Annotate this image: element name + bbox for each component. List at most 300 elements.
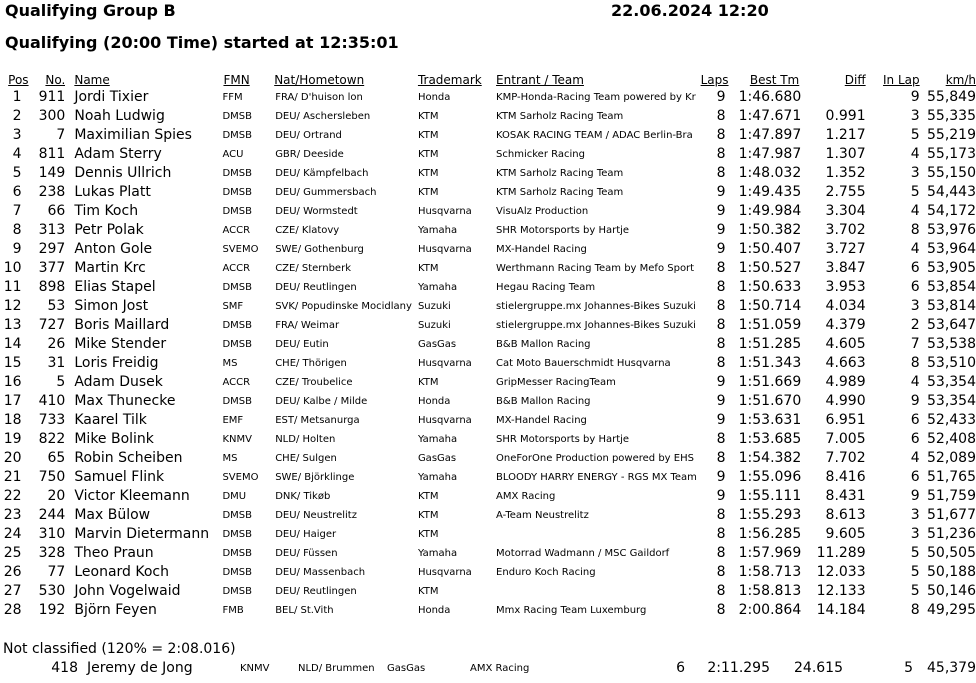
result-name: Theo Praun [74, 545, 154, 561]
result-laps: 8 [716, 583, 726, 599]
not-classified-table [0, 659, 976, 678]
result-diff: 9.605 [825, 526, 866, 542]
result-in-lap: 6 [910, 469, 920, 485]
result-in-lap: 2 [910, 317, 920, 333]
result-team [487, 525, 697, 544]
result-name: Max Bülow [74, 507, 151, 523]
col-team: Entrant / Team [496, 73, 584, 87]
table-row [0, 107, 976, 126]
result-name: John Vogelwaid [74, 583, 181, 599]
result-laps: 9 [716, 184, 726, 200]
result-best-time: 1:58.713 [738, 564, 802, 580]
result-diff: 4.605 [825, 336, 866, 352]
result-fmn: DMSB [222, 396, 252, 407]
result-diff: 8.416 [825, 469, 866, 485]
results-table [0, 67, 976, 620]
table-row [0, 506, 976, 525]
result-pos: 24 [3, 526, 22, 542]
result-in-lap: 5 [904, 660, 913, 676]
result-kmh: 49,295 [927, 602, 976, 618]
result-diff: 12.033 [816, 564, 866, 580]
result-trademark: KTM [417, 187, 439, 198]
result-fmn: EMF [222, 415, 244, 426]
result-name: Leonard Koch [74, 564, 169, 580]
result-number: 77 [47, 564, 66, 580]
result-name: Tim Koch [74, 203, 139, 219]
result-in-lap: 9 [910, 89, 920, 105]
result-diff: 4.379 [825, 317, 866, 333]
result-best-time: 1:51.343 [738, 355, 802, 371]
result-pos: 23 [3, 507, 22, 523]
result-trademark: KTM [417, 529, 439, 540]
result-diff: 3.727 [825, 241, 866, 257]
result-pos: 27 [3, 583, 22, 599]
result-pos: 26 [3, 564, 22, 580]
result-nat: DEU/ Reutlingen [275, 586, 357, 597]
result-number: 410 [38, 393, 66, 409]
result-number: 911 [38, 89, 66, 105]
result-nat: DEU/ Wormstedt [275, 206, 358, 217]
result-number: 192 [38, 602, 66, 618]
col-kmh: km/h [945, 73, 976, 87]
result-kmh: 50,188 [927, 564, 976, 580]
result-laps: 8 [716, 526, 726, 542]
result-name: Lukas Platt [74, 184, 151, 200]
result-kmh: 55,150 [927, 165, 976, 181]
session-subtitle: Qualifying (20:00 Time) started at 12:35:01 [5, 33, 399, 52]
result-trademark: KTM [417, 377, 439, 388]
result-diff: 8.431 [825, 488, 866, 504]
result-diff: 1.217 [825, 127, 866, 143]
result-best-time: 1:55.096 [738, 469, 802, 485]
result-trademark: Yamaha [417, 225, 458, 236]
result-team: Motorrad Wadmann / MSC Gaildorf [496, 548, 670, 559]
result-trademark: GasGas [387, 663, 426, 674]
table-row [0, 278, 976, 297]
result-fmn: DMSB [222, 529, 252, 540]
result-trademark: KTM [417, 111, 439, 122]
col-nat: Nat/Hometown [274, 73, 365, 87]
result-fmn: DMSB [222, 206, 252, 217]
result-best-time: 1:57.969 [738, 545, 802, 561]
table-row [0, 544, 976, 563]
result-in-lap: 3 [910, 165, 920, 181]
result-in-lap: 9 [910, 393, 920, 409]
result-laps: 9 [716, 488, 726, 504]
result-team: A-Team Neustrelitz [496, 510, 589, 521]
result-fmn: DMSB [222, 510, 252, 521]
result-laps: 8 [716, 108, 726, 124]
col-trademark: Trademark [417, 73, 482, 87]
not-classified-body [0, 659, 976, 678]
result-diff: 7.702 [825, 450, 866, 466]
result-diff: 6.951 [825, 412, 866, 428]
result-in-lap: 6 [910, 260, 920, 276]
result-laps: 8 [716, 260, 726, 276]
result-trademark: KTM [417, 510, 439, 521]
result-name: Adam Dusek [74, 374, 163, 390]
result-fmn: DMSB [222, 282, 252, 293]
result-number: 244 [38, 507, 66, 523]
result-in-lap: 5 [910, 127, 920, 143]
result-name: Noah Ludwig [74, 108, 165, 124]
result-laps: 8 [716, 298, 726, 314]
result-best-time: 1:51.059 [738, 317, 802, 333]
result-fmn: ACCR [222, 225, 251, 236]
result-nat: DEU/ Ortrand [275, 130, 342, 141]
result-trademark: KTM [417, 491, 439, 502]
result-fmn: KNMV [240, 663, 270, 674]
result-pos: 1 [12, 89, 22, 105]
result-pos: 18 [3, 412, 22, 428]
result-kmh: 53,354 [927, 374, 976, 390]
result-nat: BEL/ St.Vith [275, 605, 334, 616]
result-diff: 3.847 [825, 260, 866, 276]
result-best-time: 1:51.669 [738, 374, 802, 390]
result-nat: CZE/ Troubelice [275, 377, 353, 388]
result-in-lap: 4 [910, 374, 920, 390]
result-kmh: 55,849 [927, 89, 976, 105]
result-team: KOSAK RACING TEAM / ADAC Berlin-Bra [496, 130, 693, 141]
result-laps: 9 [716, 203, 726, 219]
result-best-time: 1:58.813 [738, 583, 802, 599]
col-diff: Diff [844, 73, 866, 87]
result-name: Martin Krc [74, 260, 146, 276]
result-kmh: 53,905 [927, 260, 976, 276]
result-fmn: ACCR [222, 263, 251, 274]
result-nat: DEU/ Kämpfelbach [275, 168, 369, 179]
col-fmn: FMN [223, 73, 250, 87]
result-laps: 8 [716, 127, 726, 143]
result-in-lap: 6 [910, 279, 920, 295]
result-team: Werthmann Racing Team by Mefo Sport [496, 263, 695, 274]
result-laps: 8 [716, 431, 726, 447]
result-trademark: Yamaha [417, 282, 458, 293]
result-team: OneForOne Production powered by EHS [496, 453, 694, 464]
col-best: Best Tm [749, 73, 800, 87]
result-fmn: FFM [222, 92, 243, 103]
result-fmn: ACU [222, 149, 244, 160]
result-in-lap: 8 [910, 355, 920, 371]
result-laps: 9 [716, 241, 726, 257]
result-name: Loris Freidig [74, 355, 159, 371]
result-best-time: 1:49.984 [738, 203, 802, 219]
result-nat: NLD/ Holten [275, 434, 336, 445]
result-laps: 8 [716, 165, 726, 181]
result-best-time: 1:55.111 [738, 488, 802, 504]
table-row [0, 449, 976, 468]
result-team: GripMesser RacingTeam [496, 377, 616, 388]
result-team: KTM Sarholz Racing Team [496, 111, 624, 122]
col-laps: Laps [700, 73, 729, 87]
page-title: Qualifying Group B [5, 1, 176, 20]
result-fmn: DMSB [222, 320, 252, 331]
result-pos: 2 [12, 108, 22, 124]
result-team: SHR Motorsports by Hartje [496, 225, 630, 236]
result-kmh: 50,505 [927, 545, 976, 561]
result-trademark: Suzuki [417, 320, 451, 331]
table-row [0, 126, 976, 145]
result-number: 822 [38, 431, 66, 447]
result-laps: 8 [716, 336, 726, 352]
result-team: BLOODY HARRY ENERGY - RGS MX Team [496, 472, 697, 483]
result-nat: SVK/ Popudinske Mocidlany [275, 301, 412, 312]
table-row [0, 563, 976, 582]
result-best-time: 1:54.382 [738, 450, 802, 466]
result-diff: 8.613 [825, 507, 866, 523]
result-name: Björn Feyen [74, 602, 157, 618]
result-nat: DEU/ Eutin [275, 339, 329, 350]
result-number: 26 [47, 336, 66, 352]
result-kmh: 51,677 [927, 507, 976, 523]
result-nat: NLD/ Brummen [298, 663, 375, 674]
result-in-lap: 9 [910, 488, 920, 504]
result-diff: 0.991 [825, 108, 866, 124]
result-in-lap: 5 [910, 564, 920, 580]
results-body [0, 88, 976, 620]
result-nat: DEU/ Kalbe / Milde [275, 396, 368, 407]
result-name: Simon Jost [74, 298, 149, 314]
table-row [0, 240, 976, 259]
result-trademark: Yamaha [417, 472, 458, 483]
result-diff: 2.755 [825, 184, 866, 200]
result-team: MX-Handel Racing [496, 244, 587, 255]
result-kmh: 55,173 [927, 146, 976, 162]
result-trademark: KTM [417, 263, 439, 274]
result-name: Marvin Dietermann [74, 526, 210, 542]
result-nat: DEU/ Aschersleben [275, 111, 371, 122]
result-diff: 4.990 [825, 393, 866, 409]
result-nat: FRA/ D'huison lon [275, 92, 363, 103]
result-kmh: 53,854 [927, 279, 976, 295]
result-laps: 8 [716, 507, 726, 523]
result-number: 310 [38, 526, 66, 542]
result-pos: 3 [12, 127, 22, 143]
table-row [0, 297, 976, 316]
result-number: 727 [38, 317, 66, 333]
table-row [0, 183, 976, 202]
result-best-time: 1:47.987 [738, 146, 802, 162]
result-in-lap: 5 [910, 545, 920, 561]
result-pos: 9 [12, 241, 22, 257]
result-pos: 13 [3, 317, 22, 333]
result-trademark: KTM [417, 130, 439, 141]
result-best-time: 1:50.407 [738, 241, 802, 257]
result-diff: 1.352 [825, 165, 866, 181]
result-kmh: 50,146 [927, 583, 976, 599]
result-fmn: DMSB [222, 168, 252, 179]
result-best-time: 1:53.631 [738, 412, 802, 428]
table-row [0, 525, 976, 544]
result-nat: GBR/ Deeside [275, 149, 344, 160]
result-best-time: 1:48.032 [738, 165, 802, 181]
table-row [0, 373, 976, 392]
result-trademark: Husqvarna [417, 567, 472, 578]
result-fmn: DMSB [222, 111, 252, 122]
result-kmh: 54,172 [927, 203, 976, 219]
result-in-lap: 8 [910, 602, 920, 618]
result-pos: 14 [3, 336, 22, 352]
result-laps: 9 [716, 89, 726, 105]
result-kmh: 54,443 [927, 184, 976, 200]
result-pos [0, 659, 32, 678]
result-kmh: 52,089 [927, 450, 976, 466]
result-number: 65 [47, 450, 66, 466]
result-pos: 22 [3, 488, 22, 504]
result-name: Max Thunecke [74, 393, 176, 409]
result-name: Maximilian Spies [74, 127, 192, 143]
result-diff: 4.034 [825, 298, 866, 314]
result-trademark: Honda [417, 605, 451, 616]
result-laps: 9 [716, 222, 726, 238]
result-name: Robin Scheiben [74, 450, 183, 466]
result-number: 53 [47, 298, 66, 314]
result-number: 5 [56, 374, 66, 390]
result-trademark: Suzuki [417, 301, 451, 312]
result-nat: DEU/ Haiger [275, 529, 337, 540]
result-laps: 9 [716, 374, 726, 390]
result-team: AMX Racing [496, 491, 556, 502]
result-kmh: 53,976 [927, 222, 976, 238]
result-trademark: GasGas [417, 339, 457, 350]
result-best-time: 1:50.527 [738, 260, 802, 276]
result-team: MX-Handel Racing [496, 415, 587, 426]
result-kmh: 55,335 [927, 108, 976, 124]
result-name: Jordi Tixier [74, 89, 149, 105]
result-team: Mmx Racing Team Luxemburg [496, 605, 647, 616]
result-name: Dennis Ullrich [74, 165, 172, 181]
result-pos: 15 [3, 355, 22, 371]
result-nat: DEU/ Gummersbach [275, 187, 377, 198]
result-kmh: 52,433 [927, 412, 976, 428]
result-nat: DNK/ Tikøb [275, 491, 331, 502]
result-name: Petr Polak [74, 222, 144, 238]
result-number: 733 [38, 412, 66, 428]
report-datetime: 22.06.2024 12:20 [611, 1, 769, 20]
result-fmn: DMSB [222, 130, 252, 141]
result-number: 418 [51, 660, 78, 676]
result-team: KTM Sarholz Racing Team [496, 187, 624, 198]
result-team: Hegau Racing Team [496, 282, 596, 293]
col-inlap: In Lap [883, 73, 920, 87]
result-nat: CZE/ Klatovy [275, 225, 340, 236]
result-pos: 6 [12, 184, 22, 200]
result-trademark: Honda [417, 92, 451, 103]
result-best-time: 1:56.285 [738, 526, 802, 542]
table-row [0, 392, 976, 411]
result-number: 898 [38, 279, 66, 295]
result-best-time: 1:46.680 [738, 89, 802, 105]
result-in-lap: 3 [910, 526, 920, 542]
result-fmn: ACCR [222, 377, 251, 388]
table-row [0, 582, 976, 601]
result-kmh: 53,964 [927, 241, 976, 257]
result-kmh: 51,236 [927, 526, 976, 542]
result-laps: 6 [676, 660, 685, 676]
result-nat: EST/ Metsanurga [275, 415, 360, 426]
result-pos: 16 [3, 374, 22, 390]
result-in-lap: 4 [910, 146, 920, 162]
result-fmn: DMU [222, 491, 247, 502]
result-kmh: 53,814 [927, 298, 976, 314]
result-best-time: 1:49.435 [738, 184, 802, 200]
result-number: 31 [47, 355, 66, 371]
table-row [0, 411, 976, 430]
result-diff: 1.307 [825, 146, 866, 162]
result-fmn: DMSB [222, 567, 252, 578]
result-in-lap: 3 [910, 108, 920, 124]
result-team: SHR Motorsports by Hartje [496, 434, 630, 445]
result-number: 750 [38, 469, 66, 485]
result-laps: 8 [716, 450, 726, 466]
result-nat: CHE/ Thörigen [275, 358, 347, 369]
result-diff: 11.289 [816, 545, 866, 561]
result-pos: 5 [12, 165, 22, 181]
result-name: Mike Bolink [74, 431, 154, 447]
result-trademark: Yamaha [417, 548, 458, 559]
result-pos: 7 [12, 203, 22, 219]
result-team: KMP-Honda-Racing Team powered by Kr [496, 92, 696, 103]
table-row [0, 601, 976, 620]
result-name: Elias Stapel [74, 279, 156, 295]
result-fmn: KNMV [222, 434, 252, 445]
result-name: Victor Kleemann [74, 488, 190, 504]
result-number: 313 [38, 222, 66, 238]
result-best-time: 2:00.864 [738, 602, 802, 618]
result-diff: 14.184 [816, 602, 866, 618]
result-nat: SWE/ Gothenburg [275, 244, 364, 255]
result-laps: 8 [716, 317, 726, 333]
result-kmh: 51,765 [927, 469, 976, 485]
result-diff: 12.133 [816, 583, 866, 599]
result-name: Mike Stender [74, 336, 167, 352]
table-row [0, 316, 976, 335]
result-in-lap: 4 [910, 450, 920, 466]
result-fmn: MS [222, 453, 238, 464]
result-best-time: 1:50.714 [738, 298, 802, 314]
table-row [0, 487, 976, 506]
result-kmh: 53,510 [927, 355, 976, 371]
result-laps: 8 [716, 279, 726, 295]
result-in-lap: 8 [910, 222, 920, 238]
result-team: Cat Moto Bauerschmidt Husqvarna [496, 358, 671, 369]
result-trademark: Honda [417, 396, 451, 407]
result-pos: 10 [3, 260, 22, 276]
result-number: 20 [47, 488, 66, 504]
table-row [0, 659, 976, 678]
result-kmh: 55,219 [927, 127, 976, 143]
result-name: Adam Sterry [74, 146, 162, 162]
result-best-time: 1:51.285 [738, 336, 802, 352]
result-laps: 8 [716, 355, 726, 371]
result-nat: SWE/ Björklinge [275, 472, 355, 483]
result-best-time: 2:11.295 [707, 660, 770, 676]
result-in-lap: 6 [910, 431, 920, 447]
result-kmh: 52,408 [927, 431, 976, 447]
result-trademark: KTM [417, 586, 439, 597]
result-nat: DEU/ Füssen [275, 548, 338, 559]
not-classified-label: Not classified (120% = 2:08.016) [3, 641, 236, 657]
result-fmn: SVEMO [222, 244, 259, 255]
table-row [0, 468, 976, 487]
table-row [0, 335, 976, 354]
result-in-lap: 3 [910, 507, 920, 523]
table-row [0, 259, 976, 278]
result-laps: 8 [716, 564, 726, 580]
table-row [0, 202, 976, 221]
result-number: 297 [38, 241, 66, 257]
result-pos: 25 [3, 545, 22, 561]
